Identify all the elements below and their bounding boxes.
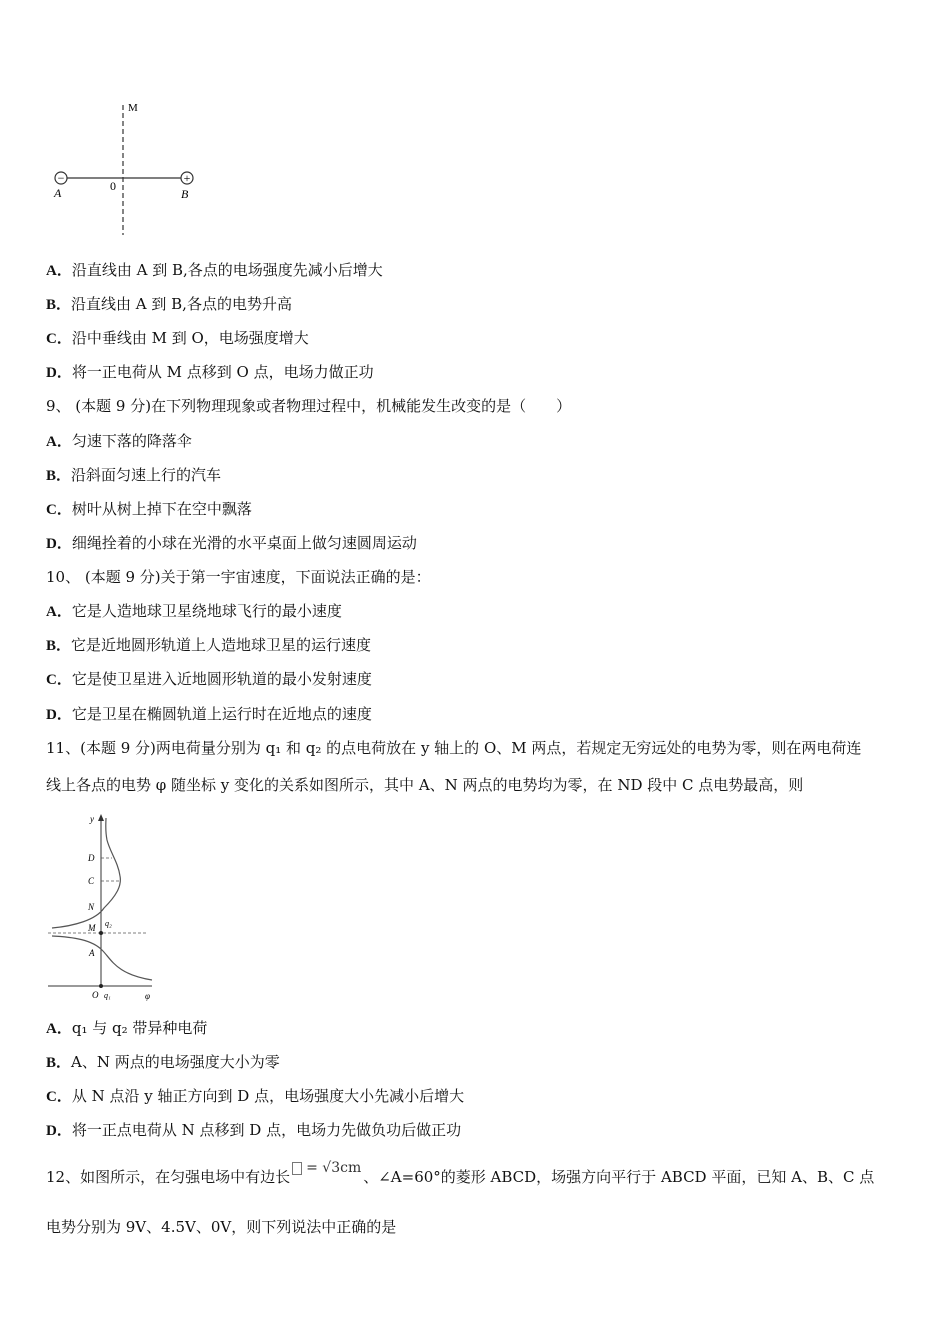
point-o [99, 984, 103, 988]
formula-text: = √3cm [306, 1160, 362, 1176]
option-letter: B． [46, 1055, 72, 1071]
q8-option-a [46, 260, 383, 281]
q11-option-d [46, 1120, 461, 1141]
q9-option-a [46, 431, 192, 452]
option-text: 匀速下落的降落伞 [71, 432, 192, 450]
q8-option-c [46, 328, 309, 349]
option-letter: C． [46, 672, 72, 688]
q11-option-a [46, 1018, 207, 1039]
label-n: N [88, 902, 95, 912]
option-letter: B． [46, 638, 72, 654]
option-text: A、N 两点的电场强度大小为零 [71, 1053, 280, 1071]
label-y: y [90, 814, 94, 824]
option-text: 它是卫星在椭圆轨道上运行时在近地点的速度 [71, 705, 372, 723]
figure-charges-ab [50, 95, 210, 240]
question-stem-cont: 、∠A=60°的菱形 ABCD，场强方向平行于 ABCD 平面，已知 A、B、C 点 [363, 1168, 875, 1186]
option-text: 将一正点电荷从 N 点移到 D 点，电场力先做负功后做正功 [71, 1121, 462, 1139]
option-letter: C． [46, 502, 72, 518]
option-text: 它是近地圆形轨道上人造地球卫星的运行速度 [71, 636, 372, 654]
q8-option-b [46, 294, 292, 315]
option-text: 沿斜面匀速上行的汽车 [71, 466, 222, 484]
option-letter: B． [46, 297, 72, 313]
q9-option-c [46, 499, 252, 520]
option-letter: D． [46, 365, 72, 381]
label-o: O [92, 990, 99, 1000]
question-stem: 9、 (本题 9 分)在下列物理现象或者物理过程中，机械能发生改变的是（ ） [46, 397, 572, 415]
label-o: 0 [110, 179, 116, 193]
option-letter: A． [46, 263, 72, 279]
question-stem: 10、 (本题 9 分)关于第一宇宙速度，下面说法正确的是： [46, 568, 431, 586]
label-phi: φ [145, 991, 150, 1001]
option-letter: A． [46, 604, 72, 620]
label-b: B [181, 187, 189, 201]
option-text: 从 N 点沿 y 轴正方向到 D 点，电场强度大小先减小后增大 [71, 1087, 465, 1105]
label-a: A [89, 948, 95, 958]
potential-curve-upper [52, 818, 120, 928]
label-q2: q₂ [105, 919, 112, 928]
q10-option-d [46, 704, 372, 725]
option-text: 树叶从树上掉下在空中飘落 [71, 500, 252, 518]
figure-potential-graph [44, 810, 164, 1006]
option-text: 它是人造地球卫星绕地球飞行的最小速度 [71, 602, 342, 620]
q11-option-b [46, 1052, 280, 1073]
label-a: A [54, 186, 62, 200]
q9-stem [46, 396, 571, 416]
label-m: M [88, 923, 96, 933]
question-stem: 电势分别为 9V、4.5V、0V，则下列说法中正确的是 [46, 1218, 397, 1236]
charge-b-sign: + [183, 171, 191, 185]
q12-stem-line2 [46, 1217, 396, 1237]
q10-option-c [46, 669, 372, 690]
q11-option-c [46, 1086, 464, 1107]
q8-option-d [46, 362, 374, 383]
option-text: q₁ 与 q₂ 带异种电荷 [71, 1019, 208, 1037]
label-m: M [128, 102, 138, 114]
option-text: 它是使卫星进入近地圆形轨道的最小发射速度 [71, 670, 372, 688]
q11-stem-line2 [46, 775, 803, 795]
q9-option-b [46, 465, 221, 486]
option-letter: D． [46, 1123, 72, 1139]
q10-option-b [46, 635, 371, 656]
option-letter: D． [46, 707, 72, 723]
option-text: 沿直线由 A 到 B,各点的电势升高 [71, 295, 292, 313]
option-letter: A． [46, 434, 72, 450]
label-q1: q₁ [104, 991, 111, 1000]
y-axis-arrow [98, 814, 104, 821]
q11-stem-line1 [46, 738, 861, 758]
point-m [99, 931, 103, 935]
option-letter: C． [46, 1089, 72, 1105]
label-d: D [88, 853, 95, 863]
option-text: 细绳拴着的小球在光滑的水平桌面上做匀速圆周运动 [71, 534, 417, 552]
q10-option-a [46, 601, 342, 622]
placeholder-box-icon [292, 1162, 302, 1175]
option-text: 沿直线由 A 到 B,各点的电场强度先减小后增大 [71, 261, 383, 279]
q12-stem-line1 [46, 1160, 875, 1188]
option-letter: D． [46, 536, 72, 552]
side-length-formula [292, 1158, 361, 1178]
option-text: 沿中垂线由 M 到 O，电场强度增大 [71, 329, 309, 347]
q10-stem [46, 567, 431, 587]
q9-option-d [46, 533, 417, 554]
potential-curve-lower [52, 936, 152, 980]
option-letter: A． [46, 1021, 72, 1037]
question-stem: 线上各点的电势 φ 随坐标 y 变化的关系如图所示，其中 A、N 两点的电势均为零，在 ND 段中 C 点电势最高，则 [46, 776, 804, 794]
option-letter: C． [46, 331, 72, 347]
option-text: 将一正电荷从 M 点移到 O 点，电场力做正功 [71, 363, 374, 381]
charge-a-sign: − [57, 171, 65, 185]
option-letter: B． [46, 468, 72, 484]
question-stem: 12、如图所示，在匀强电场中有边长 [46, 1168, 291, 1186]
label-c: C [88, 876, 95, 886]
question-stem: 11、(本题 9 分)两电荷量分别为 q₁ 和 q₂ 的点电荷放在 y 轴上的 O、M 两点，若规定无穷远处的电势为零，则在两电荷连 [46, 739, 862, 757]
